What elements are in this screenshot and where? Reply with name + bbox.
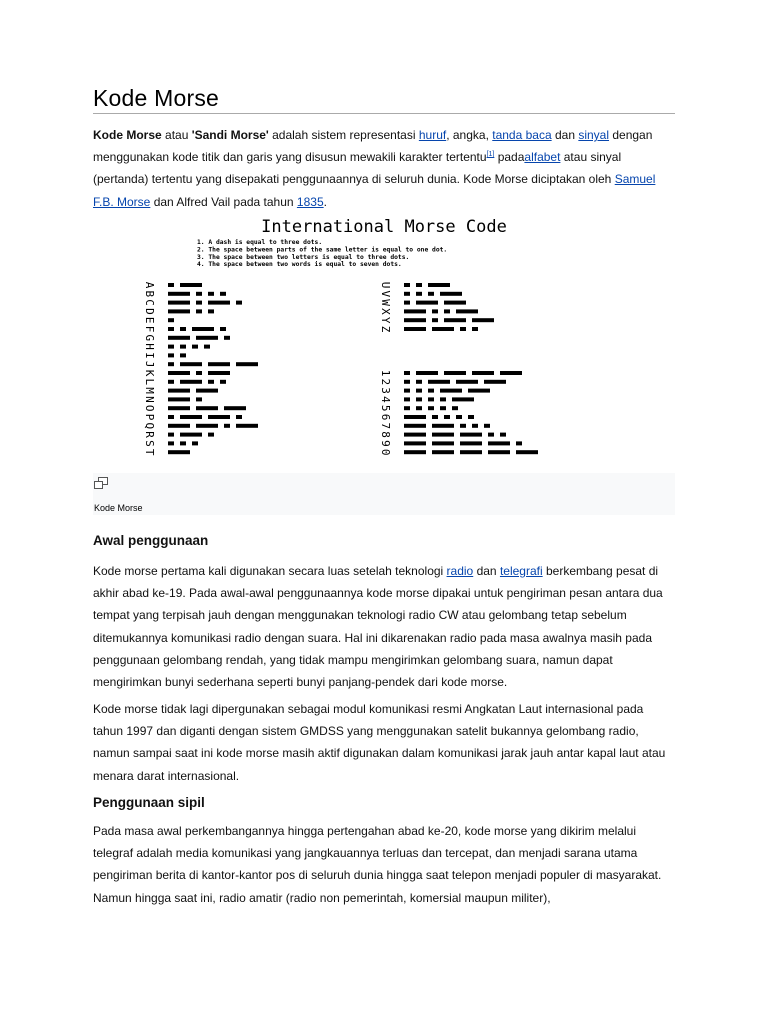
letter-dot bbox=[220, 292, 226, 296]
letter-dot bbox=[192, 345, 198, 349]
chart-rule: 1. A dash is equal to three dots. bbox=[197, 239, 323, 246]
letter-dot bbox=[460, 327, 466, 331]
letter-dot bbox=[428, 292, 434, 296]
digit-dot bbox=[456, 415, 462, 419]
section1-paragraph2: Kode morse tidak lagi dipergunakan sebagai modul komunikasi resmi Angkatan Laut internasional pada tahun 1997 dan diganti dengan sistem GMDSS yang menggunakan satelit bukannya gelombang radio, namun sampai saat ini kode morse masih aktif digunakan dalam komunikasi jarak jauh antar kapal laut atau menara darat internasional. bbox=[93, 702, 666, 783]
letter-label: H bbox=[143, 343, 156, 350]
letter-label: O bbox=[143, 404, 156, 412]
digit-label: 4 bbox=[379, 396, 392, 403]
digit-label: 9 bbox=[379, 440, 392, 447]
digit-label: 5 bbox=[379, 404, 392, 412]
digit-dot bbox=[488, 433, 494, 437]
letter-dot bbox=[168, 318, 174, 322]
letter-label: V bbox=[379, 290, 392, 298]
digit-dash bbox=[444, 371, 466, 375]
letter-dash bbox=[168, 336, 190, 340]
letter-dot bbox=[168, 327, 174, 331]
enlarge-icon[interactable] bbox=[94, 477, 108, 489]
digit-dot bbox=[404, 380, 410, 384]
letter-dot bbox=[432, 309, 438, 313]
letter-dot bbox=[180, 327, 186, 331]
letter-dash bbox=[180, 415, 202, 419]
digit-label: 6 bbox=[379, 413, 392, 421]
digit-dot bbox=[460, 424, 466, 428]
digit-dash bbox=[404, 450, 426, 454]
digit-label: 8 bbox=[379, 431, 392, 438]
letter-dot bbox=[224, 336, 230, 340]
letter-dot bbox=[196, 397, 202, 401]
letter-label: R bbox=[143, 431, 156, 438]
letter-dot bbox=[204, 345, 210, 349]
digit-label: 1 bbox=[379, 369, 392, 377]
title-divider bbox=[93, 113, 675, 114]
letter-dash bbox=[404, 327, 426, 331]
letter-dot bbox=[180, 345, 186, 349]
letter-label: U bbox=[379, 281, 392, 289]
letter-dot bbox=[168, 353, 174, 357]
chart-rule: 3. The space between two letters is equal to three dots. bbox=[197, 253, 410, 261]
digit-dash bbox=[484, 380, 506, 384]
digit-label: 7 bbox=[379, 422, 392, 430]
letter-dash bbox=[440, 292, 462, 296]
digit-dash bbox=[460, 450, 482, 454]
digit-dot bbox=[416, 380, 422, 384]
link-radio[interactable]: radio bbox=[446, 564, 474, 578]
letter-dot bbox=[168, 362, 174, 366]
digit-dot bbox=[444, 415, 450, 419]
letter-label: Q bbox=[143, 422, 156, 430]
letter-dash bbox=[180, 283, 202, 287]
letter-label: G bbox=[143, 334, 156, 342]
letter-dot bbox=[208, 380, 214, 384]
letter-dash bbox=[180, 362, 202, 366]
digit-label: 3 bbox=[379, 387, 392, 394]
letter-dash bbox=[208, 362, 230, 366]
link-samuel-morse[interactable]: Samuel F.B. Morse bbox=[93, 172, 656, 209]
morse-figure bbox=[93, 215, 675, 515]
letter-dot bbox=[432, 318, 438, 322]
letter-dot bbox=[236, 301, 242, 305]
letter-dot bbox=[196, 371, 202, 375]
letter-dash bbox=[208, 415, 230, 419]
digit-dash bbox=[404, 415, 426, 419]
morse-code-chart-image[interactable] bbox=[93, 215, 675, 473]
letter-label: B bbox=[143, 290, 156, 298]
digit-dash bbox=[472, 371, 494, 375]
digit-dash bbox=[416, 371, 438, 375]
letter-label: Y bbox=[379, 316, 392, 324]
digit-dot bbox=[516, 441, 522, 445]
letter-dot bbox=[236, 415, 242, 419]
digit-dash bbox=[452, 397, 474, 401]
digit-dot bbox=[440, 406, 446, 410]
letter-dot bbox=[404, 283, 410, 287]
section1-paragraph1: Kode morse pertama kali digunakan secara luas setelah teknologi radio dan telegrafi berkembang pesat di akhir abad ke-19. Pada awal-awal penggunaannya kode morse dipakai untuk pengiriman pesan antara dua tempat yang terpisah jauh dengan menggunakan teknologi radio CW atau gelombang tetap sebelum ditemukannya komunikasi radio dengan suara. Hal ini dikarenakan radio pada masa awalnya masih pada penggunaan gelombang rendah, yang tidak mampu mengirimkan gelombang suara, namun dapat mengirimkan bunyi sederhana seperti bunyi panjang-pendek dari kode morse. bbox=[93, 564, 663, 690]
letter-dot bbox=[220, 380, 226, 384]
digit-dash bbox=[488, 441, 510, 445]
page-title: Kode Morse bbox=[93, 85, 220, 111]
digit-dash bbox=[488, 450, 510, 454]
letter-label: A bbox=[143, 281, 156, 289]
letter-dot bbox=[168, 433, 174, 437]
letter-dot bbox=[444, 309, 450, 313]
letter-dash bbox=[180, 380, 202, 384]
letter-dash bbox=[208, 301, 230, 305]
digit-dash bbox=[500, 371, 522, 375]
letter-label: K bbox=[143, 369, 156, 377]
letter-label: S bbox=[143, 440, 156, 447]
letter-dash bbox=[168, 397, 190, 401]
letter-label: M bbox=[143, 387, 156, 394]
term-bold-alt: 'Sandi Morse' bbox=[191, 128, 269, 142]
digit-dot bbox=[416, 397, 422, 401]
chart-rule: 4. The space between two words is equal to seven dots. bbox=[197, 261, 402, 269]
digit-dash bbox=[468, 389, 490, 393]
letter-label: N bbox=[143, 396, 156, 403]
letter-label: J bbox=[143, 360, 156, 368]
digit-dash bbox=[432, 424, 454, 428]
section-heading-awal: Awal penggunaan bbox=[93, 533, 209, 548]
digit-dot bbox=[500, 433, 506, 437]
digit-dash bbox=[460, 441, 482, 445]
letter-label: C bbox=[143, 299, 156, 306]
letter-dash bbox=[168, 406, 190, 410]
letter-dot bbox=[168, 441, 174, 445]
letter-dot bbox=[196, 292, 202, 296]
letter-dot bbox=[224, 424, 230, 428]
intro-paragraph: Kode Morse atau 'Sandi Morse' adalah sistem representasi huruf, angka, tanda baca dan sinyal dengan menggunakan kode titik dan garis yang disusun mewakili karakter tertentu[1] padaalfabet atau sinyal (pertanda) tertentu yang disepakati penggunaannya di seluruh dunia. Kode Morse diciptakan oleh Samuel F.B. Morse dan Alfred Vail pada tahun 1835. bbox=[93, 128, 656, 209]
digit-dash bbox=[516, 450, 538, 454]
letter-dot bbox=[196, 301, 202, 305]
digit-dash bbox=[428, 380, 450, 384]
letter-dot bbox=[208, 292, 214, 296]
digit-dash bbox=[404, 433, 426, 437]
letter-dash bbox=[168, 301, 190, 305]
letter-dot bbox=[168, 380, 174, 384]
letter-dot bbox=[404, 301, 410, 305]
letter-dot bbox=[416, 292, 422, 296]
letter-dash bbox=[444, 301, 466, 305]
letter-dash bbox=[168, 389, 190, 393]
digit-dot bbox=[416, 406, 422, 410]
digit-dot bbox=[452, 406, 458, 410]
letter-label: L bbox=[143, 378, 156, 386]
letter-dash bbox=[404, 309, 426, 313]
link-alfabet[interactable]: alfabet bbox=[524, 150, 561, 165]
digit-dot bbox=[404, 406, 410, 410]
digit-dash bbox=[404, 441, 426, 445]
letter-dash bbox=[196, 336, 218, 340]
letter-dot bbox=[168, 283, 174, 287]
section2-paragraph1: Pada masa awal perkembangannya hingga pertengahan abad ke-20, kode morse yang dikirim melalui telegraf adalah media komunikasi yang jangkauannya terluas dan tercepat, dan menjadi sarana utama pengiriman berita di kantor-kantor pos di seluruh dunia hingga saat telepon menjadi populer di masyarakat. Namun hingga saat ini, radio amatir (radio non pemerintah, komersial maupun militer), bbox=[93, 824, 662, 905]
link-sinyal[interactable]: sinyal bbox=[578, 128, 610, 142]
letter-dot bbox=[220, 327, 226, 331]
letter-dash bbox=[456, 309, 478, 313]
digit-dash bbox=[456, 380, 478, 384]
figure-caption: Kode Morse bbox=[94, 503, 143, 513]
letter-label: F bbox=[143, 325, 156, 333]
section-heading-sipil: Penggunaan sipil bbox=[93, 795, 205, 810]
link-year-1835[interactable]: 1835 bbox=[296, 194, 324, 209]
letter-dash bbox=[168, 292, 190, 296]
letter-dash bbox=[168, 424, 190, 428]
digit-dot bbox=[428, 397, 434, 401]
letter-dot bbox=[180, 441, 186, 445]
digit-dot bbox=[404, 397, 410, 401]
letter-dot bbox=[168, 345, 174, 349]
digit-dot bbox=[416, 389, 422, 393]
letter-dash bbox=[168, 450, 190, 454]
chart-rule: 2. The space between parts of the same letter is equal to one dot. bbox=[197, 246, 448, 254]
letter-dash bbox=[180, 433, 202, 437]
digit-dot bbox=[428, 406, 434, 410]
letter-dot bbox=[472, 327, 478, 331]
digit-dot bbox=[428, 389, 434, 393]
digit-dot bbox=[472, 424, 478, 428]
letter-dash bbox=[472, 318, 494, 322]
digit-dot bbox=[484, 424, 490, 428]
letter-dot bbox=[416, 283, 422, 287]
letter-dash bbox=[236, 424, 258, 428]
letter-dash bbox=[416, 301, 438, 305]
digit-dash bbox=[404, 424, 426, 428]
digit-label: 0 bbox=[379, 448, 392, 456]
letter-label: T bbox=[143, 448, 156, 456]
link-telegrafi[interactable]: telegrafi bbox=[499, 564, 543, 578]
letter-dot bbox=[196, 309, 202, 313]
digit-dash bbox=[432, 441, 454, 445]
digit-dot bbox=[440, 397, 446, 401]
letter-label: Z bbox=[379, 325, 392, 333]
letter-dash bbox=[444, 318, 466, 322]
digit-dash bbox=[460, 433, 482, 437]
letter-dot bbox=[168, 415, 174, 419]
letter-dash bbox=[196, 406, 218, 410]
letter-dash bbox=[192, 327, 214, 331]
letter-dot bbox=[404, 292, 410, 296]
reference-link[interactable]: [1] bbox=[486, 151, 495, 159]
letter-dash bbox=[236, 362, 258, 366]
digit-dot bbox=[432, 415, 438, 419]
digit-label: 2 bbox=[379, 378, 392, 386]
letter-dot bbox=[180, 353, 186, 357]
chart-title: International Morse Code bbox=[261, 217, 507, 237]
letter-label: W bbox=[379, 299, 392, 306]
digit-dot bbox=[468, 415, 474, 419]
letter-dash bbox=[404, 318, 426, 322]
term-bold: Kode Morse bbox=[93, 128, 162, 142]
digit-dot bbox=[404, 371, 410, 375]
letter-label: P bbox=[143, 413, 156, 421]
letter-dot bbox=[208, 433, 214, 437]
digit-dash bbox=[432, 433, 454, 437]
letter-dot bbox=[208, 309, 214, 313]
link-tanda-baca[interactable]: tanda baca bbox=[492, 128, 552, 142]
digit-dash bbox=[440, 389, 462, 393]
letter-dash bbox=[208, 371, 230, 375]
letter-label: D bbox=[143, 308, 156, 315]
digit-dot bbox=[404, 389, 410, 393]
letter-label: X bbox=[379, 308, 392, 315]
letter-dash bbox=[196, 424, 218, 428]
letter-dash bbox=[168, 371, 190, 375]
letter-label: I bbox=[143, 352, 156, 359]
letter-label: E bbox=[143, 316, 156, 324]
letter-dash bbox=[224, 406, 246, 410]
letter-dash bbox=[168, 309, 190, 313]
digit-dash bbox=[432, 450, 454, 454]
letter-dash bbox=[428, 283, 450, 287]
letter-dash bbox=[196, 389, 218, 393]
link-huruf[interactable]: huruf bbox=[418, 128, 447, 142]
letter-dot bbox=[192, 441, 198, 445]
letter-dash bbox=[432, 327, 454, 331]
